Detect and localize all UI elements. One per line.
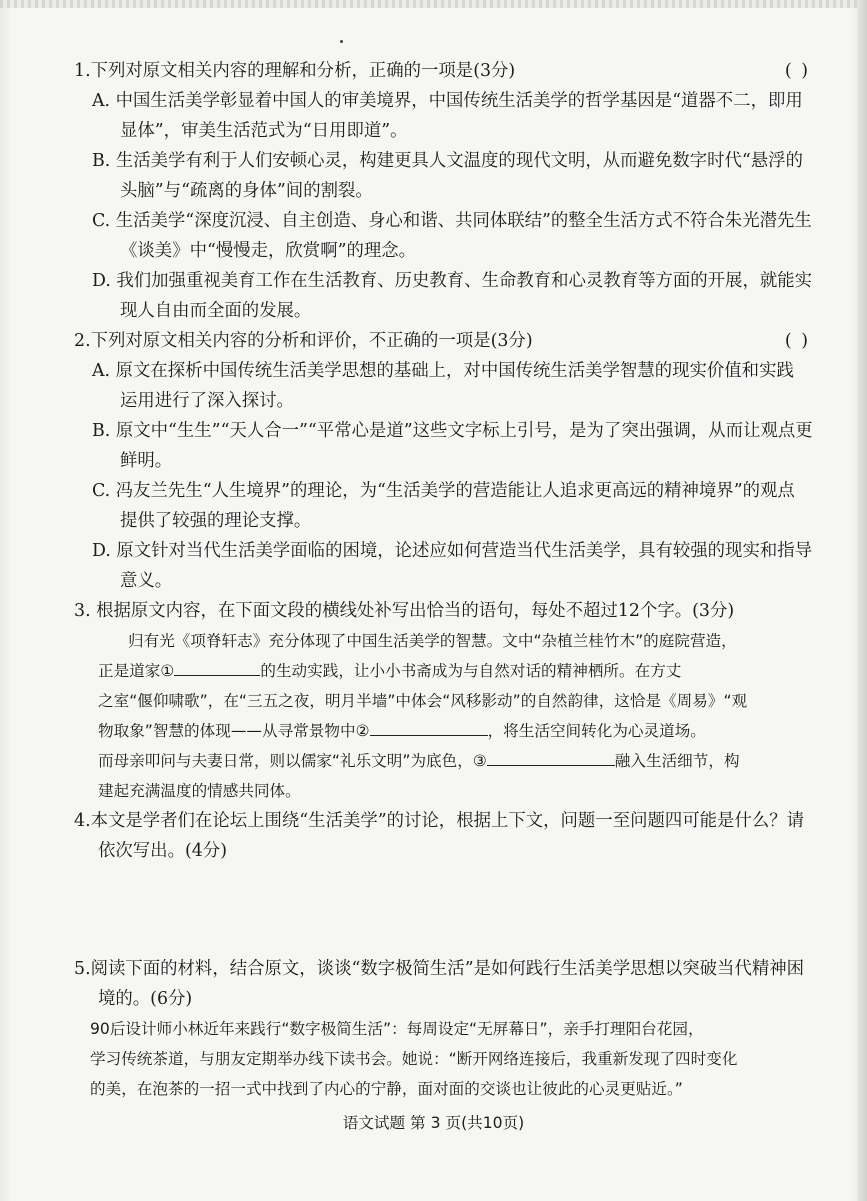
q2-option-a: A. 原文在探析中国传统生活美学思想的基础上，对中国传统生活美学智慧的现实价值和实践	[92, 361, 794, 381]
q1-option-c-cont: 《谈美》中“慢慢走，欣赏啊”的理念。	[120, 241, 417, 261]
q1-option-b-cont: 头脑”与“疏离的身体”间的割裂。	[120, 181, 373, 201]
q1-option-b: B. 生活美学有利于人们安顿心灵，构建更具人文温度的现代文明，从而避免数字时代“悬浮的	[92, 151, 803, 171]
scan-dot	[340, 40, 343, 43]
page-footer: 语文试题 第 3 页(共10页)	[342, 1114, 525, 1132]
q3-text-4a: 物取象”智慧的体现——从寻常景物中②	[98, 722, 370, 740]
q3-text-5a: 而母亲叩问与夫妻日常，则以儒家“礼乐文明”为底色，③	[98, 752, 487, 770]
question-2-stem	[60, 326, 810, 356]
question-2	[60, 326, 813, 596]
answer-bracket-2[interactable]: ( )	[784, 331, 810, 351]
question-1-stem	[60, 56, 810, 86]
q1-option-a-cont: 显体”，审美生活范式为“日用即道”。	[120, 121, 408, 141]
q1-option-c: C. 生活美学“深度沉浸、自主创造、身心和谐、共同体联结”的整全生活方式不符合朱光潜先生	[92, 211, 812, 231]
answer-space-4b[interactable]	[60, 926, 800, 954]
q3-text-4b: ，将生活空间转化为心灵道场。	[487, 722, 706, 740]
q3-passage-line-1: 归有光《项脊轩志》充分体现了中国生活美学的智慧。文中“杂植兰桂竹木”的庭院营造，	[128, 632, 737, 650]
q3-passage-line-6: 建起充满温度的情感共同体。	[98, 782, 301, 800]
question-4-stem: 4.本文是学者们在论坛上围绕“生活美学”的讨论，根据上下文，问题一至问题四可能是什么？请	[74, 811, 805, 831]
q3-passage-line-2	[60, 656, 800, 686]
question-2-text: 2.下列对原文相关内容的分析和评价，不正确的一项是(3分)	[74, 331, 533, 351]
q2-option-d-cont: 意义。	[120, 571, 173, 591]
fill-blank-3[interactable]	[487, 747, 615, 766]
scan-right-edge	[857, 0, 867, 1201]
scan-top-edge	[0, 0, 867, 8]
q2-option-c-cont: 提供了较强的理论支撑。	[120, 511, 312, 531]
q5-material-line-3: 的美，在泡茶的一招一式中找到了内心的宁静，面对面的交谈也让彼此的心灵更贴近。”	[90, 1080, 683, 1098]
q3-passage-line-5	[60, 746, 800, 776]
question-3	[60, 596, 800, 806]
q2-option-b: B. 原文中“生生”“天人合一”“平常心是道”这些文字标上引号，是为了突出强调，从而让观点更	[92, 421, 813, 441]
question-3-stem: 3. 根据原文内容，在下面文段的横线处补写出恰当的语句，每处不超过12个字。(3分)	[74, 601, 735, 621]
q3-text-2b: 的生动实践，让小小书斋成为与自然对话的精神栖所。在方丈	[260, 662, 682, 680]
q2-option-c: C. 冯友兰先生“人生境界”的理论，为“生活美学的营造能让人追求更高远的精神境界”的观点	[92, 481, 795, 501]
answer-space-4[interactable]	[60, 866, 800, 926]
q3-text-5b: 融入生活细节，构	[614, 752, 740, 770]
q3-text-2a: 正是道家①	[98, 662, 175, 680]
question-4-stem-cont: 依次写出。(4分)	[98, 841, 227, 861]
exam-content	[60, 56, 813, 1104]
q3-passage-line-4	[60, 716, 800, 746]
q1-option-d-cont: 现人自由而全面的发展。	[120, 301, 312, 321]
fill-blank-2[interactable]	[370, 717, 488, 736]
q2-option-a-cont: 运用进行了深入探讨。	[120, 391, 294, 411]
q5-material-line-1: 90后设计师小林近年来践行“数字极简生活”：每周设定“无屏幕日”，亲手打理阳台花园，	[90, 1020, 704, 1038]
q1-option-d: D. 我们加强重视美育工作在生活教育、历史教育、生命教育和心灵教育等方面的开展，就能实	[92, 271, 813, 291]
fill-blank-1[interactable]	[174, 657, 260, 676]
answer-bracket-1[interactable]: ( )	[784, 61, 810, 81]
question-1	[60, 56, 813, 326]
question-1-text: 1.下列对原文相关内容的理解和分析，正确的一项是(3分)	[74, 61, 516, 81]
question-5-stem-cont: 境的。(6分)	[98, 989, 193, 1009]
q3-passage-line-3: 之室“偃仰啸歌”，在“三五之夜，明月半墙”中体会“风移影动”的自然韵律，这恰是《周易》“观	[98, 692, 748, 710]
q2-option-b-cont: 鲜明。	[120, 451, 173, 471]
question-4	[60, 806, 805, 954]
q2-option-d: D. 原文针对当代生活美学面临的困境，论述应如何营造当代生活美学，具有较强的现实和指导	[92, 541, 813, 561]
q5-material-line-2: 学习传统茶道，与朋友定期举办线下读书会。她说：“断开网络连接后，我重新发现了四时变化	[90, 1050, 738, 1068]
q1-option-a: A. 中国生活美学彰显着中国人的审美境界，中国传统生活美学的哲学基因是“道器不二，即用	[92, 91, 803, 111]
question-5	[60, 954, 805, 1104]
question-5-stem: 5.阅读下面的材料，结合原文，谈谈“数字极简生活”是如何践行生活美学思想以突破当代精神困	[74, 959, 805, 979]
